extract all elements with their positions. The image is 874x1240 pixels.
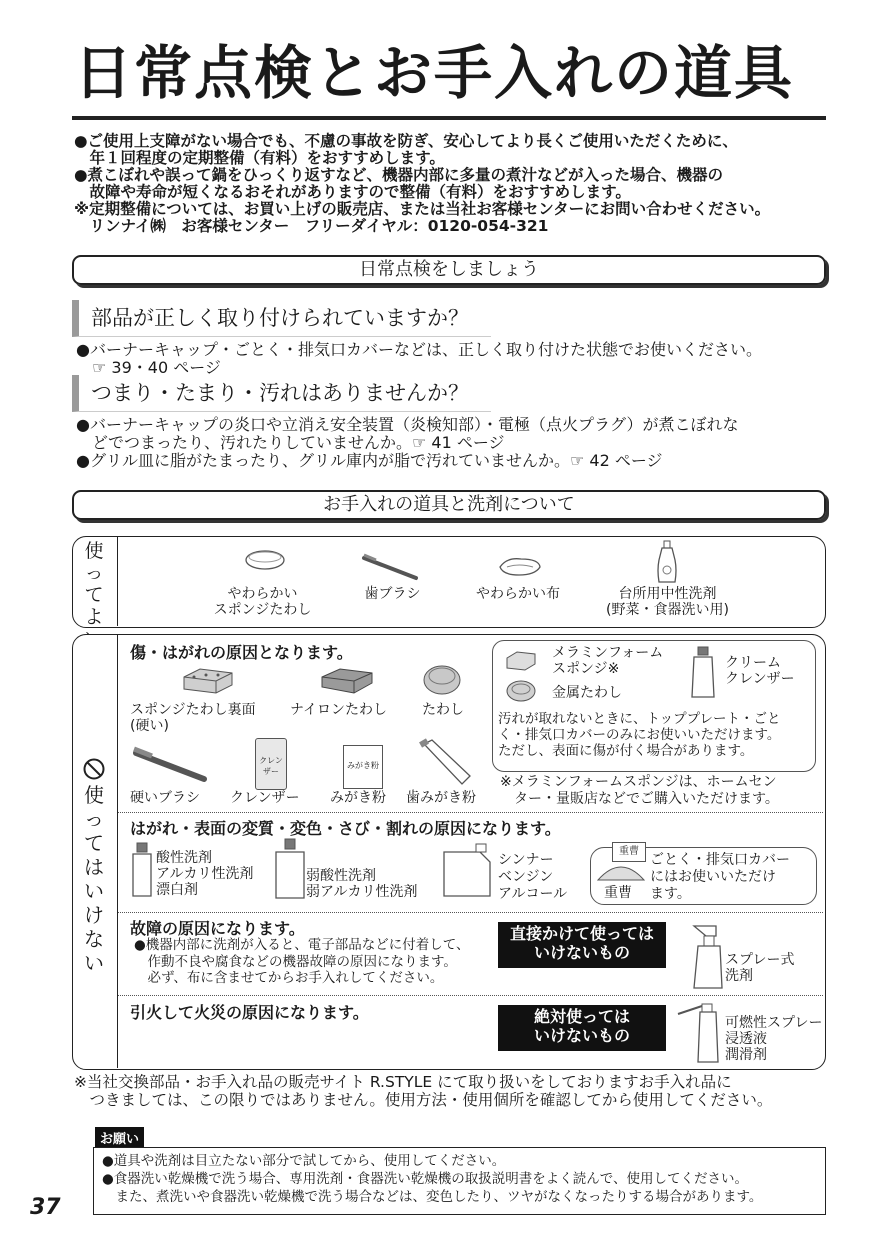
ok-item: やわらかい スポンジたわし — [213, 586, 312, 618]
page-number: 37 — [30, 1195, 61, 1220]
question-heading-clogs: つまり・たまり・汚れはありませんか？ — [72, 375, 491, 412]
ok-label: 使 っ て よ — [84, 540, 104, 628]
acid-detergent-icon — [130, 842, 154, 898]
question-bullets-clogs — [76, 416, 836, 470]
never-use-warning-box: 絶対使っては いけないもの — [498, 1005, 666, 1051]
request-line: ●道具や洗剤は目立たない部分で試してから、使用してください。 — [102, 1153, 506, 1169]
intro-line: ●ご使用上支障がない場合でも、不慮の事故を防ぎ、安心してより長くご使用いただくために、 — [74, 132, 738, 150]
tawashi-label: たわし — [422, 702, 464, 718]
page-title: 日常点検とお手入れの道具 — [74, 39, 795, 107]
ok-item: 台所用中性洗剤 (野菜・食器洗い用) — [606, 586, 729, 618]
soft-cloth-icon — [495, 555, 545, 579]
bullet: どでつまったり、汚れたりしていませんか。☞ 41 ページ — [76, 433, 505, 452]
toothbrush-icon — [360, 552, 420, 582]
baking-soda-pile-icon — [596, 858, 646, 882]
nylon-scrubber-icon — [318, 665, 376, 697]
prohibited-icon — [82, 757, 106, 781]
melamine-sponge-icon — [505, 650, 537, 672]
baking-soda-note: ごとく・排気口カバー にはお使いいただけ ます。 — [650, 852, 790, 902]
polishing-powder-icon: みがき粉 — [343, 745, 383, 789]
hard-brush-label: 硬いブラシ — [130, 790, 200, 806]
title-rule — [72, 116, 826, 120]
rstyle-note: ※当社交換部品・お手入れ品の販売サイト R.STYLE にて取り扱いをしておりますお手入れ品に つきましては、この限りではありません。使用方法・使用個所を確認してから使用してください。 — [74, 1073, 773, 1109]
request-tag: お願い — [95, 1127, 144, 1148]
ng-row3-text: ●機器内部に洗剤が入ると、電子部品などに付着して、 作動不良や腐食などの機器故障の原因になります。 必ず、布に含ませてからお手入れしてください。 — [134, 937, 470, 986]
toothpaste-label: 歯みがき粉 — [406, 790, 476, 806]
metal-scrubber-label: 金属たわし — [552, 685, 622, 701]
cream-cleanser-label: クリーム クレンザー — [725, 655, 795, 687]
soft-sponge-icon — [240, 548, 290, 572]
melamine-label: メラミンフォーム スポンジ※ — [552, 645, 664, 677]
request-line: また、煮洗いや食器洗い乾燥機で洗う場合などは、変色したり、ツヤがなくなったりする場合があります。 — [102, 1189, 763, 1205]
ng-row4-heading: 引火して火災の原因になります。 — [130, 1003, 369, 1022]
intro-text — [74, 133, 834, 235]
question-bullets-parts — [76, 341, 836, 377]
metal-scrubber-icon — [505, 678, 537, 704]
dish-detergent-icon — [655, 540, 679, 584]
request-box — [93, 1147, 826, 1215]
ng-row3-heading: 故障の原因になります。 — [130, 919, 305, 938]
ng-label: 使 っ て は い け な い — [84, 783, 104, 975]
direct-spray-warning-box: 直接かけて使っては いけないもの — [498, 922, 666, 968]
row-separator — [118, 812, 823, 813]
toothpaste-icon — [418, 738, 474, 786]
spray-label: スプレー式 洗剤 — [725, 952, 795, 984]
cleanser-label: クレンザー — [230, 790, 300, 806]
nylon-label: ナイロンたわし — [290, 702, 388, 718]
ok-divider — [117, 537, 118, 626]
request-line: ●食器洗い乾燥機で洗う場合、専用洗剤・食器洗い乾燥機の取扱説明書をよく読んで、使用してください。 — [102, 1171, 749, 1187]
intro-line: ●煮こぼれや誤って鍋をひっくり返すなど、機器内部に多量の煮汁などが入った場合、機器の — [74, 166, 724, 184]
row-separator — [118, 912, 823, 913]
cream-cleanser-icon — [688, 645, 718, 699]
section-heading-tools: お手入れの道具と洗剤について — [72, 490, 826, 520]
ok-item: やわらかい布 — [476, 586, 560, 602]
intro-line: 故障や寿命が短くなるおそれがありますので整備（有料）をおすすめします。 — [74, 183, 631, 201]
acid-detergent-label: 酸性洗剤 アルカリ性洗剤 漂白剤 — [156, 850, 254, 898]
intro-line: ※定期整備については、お買い上げの販売店、または当社お客様センターにお問い合わせください。 — [74, 200, 771, 218]
ok-item: 歯ブラシ — [364, 586, 421, 602]
cleanser-can-icon: クレンザー — [255, 738, 287, 790]
thinner-can-icon — [440, 842, 494, 898]
baking-soda-label: 重曹 — [604, 885, 632, 901]
flammable-spray-can-icon — [676, 1000, 722, 1064]
scrub-brush-icon — [420, 662, 464, 698]
intro-line: リンナイ㈱ お客様センター フリーダイヤル：0120-054-321 — [74, 217, 549, 235]
bullet: ●バーナーキャップ・ごとく・排気口カバーなどは、正しく取り付けた状態でお使いください。 — [76, 340, 762, 359]
ng-row2-heading: はがれ・表面の変質・変色・さび・割れの原因になります。 — [130, 819, 561, 838]
sponge-back-icon — [180, 665, 236, 697]
sponge-back-label: スポンジたわし裏面 (硬い) — [130, 702, 256, 734]
bullet: ●グリル皿に脂がたまったり、グリル庫内が脂で汚れていませんか。☞ 42 ページ — [76, 451, 663, 470]
exception-warning: 汚れが取れないときに、トッププレート・ごと く・排気口カバーのみにお使いいただけます。 ただし、表面に傷が付く場合があります。 — [498, 711, 781, 759]
spray-bottle-icon — [690, 922, 726, 990]
intro-line: 年１回程度の定期整備（有料）をおすすめします。 — [74, 149, 445, 167]
section-heading-daily-check: 日常点検をしましょう — [72, 255, 826, 285]
ng-row1-heading: 傷・はがれの原因となります。 — [130, 643, 353, 662]
weak-acid-detergent-label: 弱酸性洗剤 弱アルカリ性洗剤 — [306, 868, 418, 900]
page-reference: ☞ 39・40 ページ — [76, 358, 221, 377]
weak-acid-detergent-icon — [272, 838, 308, 900]
hard-brush-icon — [130, 745, 210, 785]
ng-divider — [117, 635, 118, 1068]
thinner-label: シンナー ベンジン アルコール — [498, 852, 568, 902]
bullet: ●バーナーキャップの炎口や立消え安全装置（炎検知部）・電極（点火プラグ）が煮こぼれな — [76, 415, 739, 434]
row-separator — [118, 995, 823, 996]
polishing-powder-label: みがき粉 — [330, 790, 386, 806]
question-heading-parts: 部品が正しく取り付けられていますか？ — [72, 300, 491, 337]
melamine-note: ※メラミンフォームスポンジは、ホームセン ター・量販店などでご購入いただけます。 — [500, 774, 779, 807]
baking-soda-bag-icon: 重曹 — [612, 842, 646, 862]
flammable-label: 可燃性スプレー 浸透液 潤滑剤 — [725, 1015, 823, 1063]
